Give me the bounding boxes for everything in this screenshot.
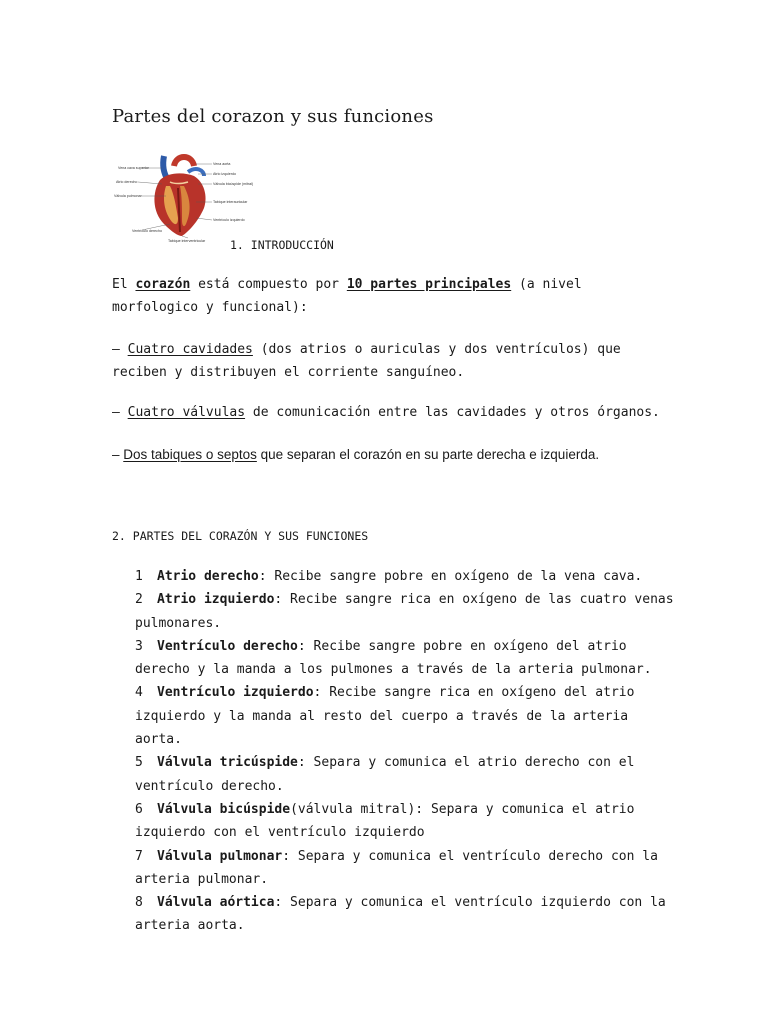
list-item xyxy=(135,891,675,938)
item-number: 1 xyxy=(135,569,143,584)
fig-label-left-4: Ventrículo derecho xyxy=(132,229,162,233)
item-number: 2 xyxy=(135,592,143,608)
text: que separan el corazón en su parte derecha e izquierda. xyxy=(256,447,600,462)
fig-label-right-2: Atrio izquierdo xyxy=(213,172,236,176)
underlined-term-partes: 10 partes principales xyxy=(346,277,512,292)
section-heading: 2. PARTES DEL CORAZÓN Y SUS FUNCIONES xyxy=(112,529,369,543)
intro-paragraph-1 xyxy=(112,273,672,319)
item-description: : Recibe sangre pobre en oxígeno del atrio derecho y la manda a los pulmones a través de la arteria pulmonar. xyxy=(135,638,652,678)
list-item xyxy=(135,565,675,588)
intro-paragraph-4 xyxy=(112,443,672,466)
item-term: Atrio izquierdo xyxy=(157,592,275,608)
item-description: : Recibe sangre rica en oxígeno del atrio izquierdo y la manda al resto del cuerpo a través de la arteria aorta. xyxy=(135,685,635,748)
item-term: Atrio derecho xyxy=(157,569,259,584)
intro-paragraph-2 xyxy=(112,338,672,384)
fig-label-right-5: Ventrículo izquierdo xyxy=(213,218,245,222)
item-term: Ventrículo derecho xyxy=(157,638,298,654)
text: (dos atrios o auriculas y dos ventrículos) que reciben y distribuyen el corriente sanguíneo. xyxy=(112,342,621,380)
item-number: 6 xyxy=(135,801,143,817)
item-number: 4 xyxy=(135,685,143,701)
heart-diagram-image xyxy=(112,152,262,244)
item-term: Válvula tricúspide xyxy=(157,755,298,771)
item-description: : Separa y comunica el atrio derecho con el ventrículo derecho. xyxy=(135,755,635,794)
item-description: : Recibe sangre pobre en oxígeno de la vena cava. xyxy=(258,569,643,584)
dash: – xyxy=(112,405,128,420)
intro-heading: 1. INTRODUCCIÓN xyxy=(230,238,334,252)
fig-label-right-6: Tabique interventricular xyxy=(168,239,206,243)
text: de comunicación entre las cavidades y otros órganos. xyxy=(245,405,660,420)
dash: – xyxy=(112,447,124,462)
list-item xyxy=(135,751,675,798)
item-term: Válvula aórtica xyxy=(157,895,275,911)
text: El xyxy=(112,277,136,292)
text: está compuesto por xyxy=(190,277,347,292)
item-number: 7 xyxy=(135,848,143,864)
list-item xyxy=(135,635,675,682)
fig-label-left-3: Válvula pulmonar xyxy=(114,194,142,198)
underlined-term-tabiques: Dos tabiques o septos xyxy=(123,447,257,462)
fig-label-left-1: Vena cava superior xyxy=(118,166,149,170)
item-description: : Separa y comunica el ventrículo izquierdo con la arteria aorta. xyxy=(135,895,666,934)
item-term: Válvula bicúspide xyxy=(157,801,291,817)
underlined-term-cavidades: Cuatro cavidades xyxy=(127,342,253,357)
item-number: 5 xyxy=(135,755,143,771)
item-description: : Recibe sangre rica en oxígeno de las cuatro venas pulmonares. xyxy=(135,592,674,631)
item-number: 3 xyxy=(135,638,143,654)
list-item xyxy=(135,845,675,892)
list-item xyxy=(135,681,675,751)
item-number: 8 xyxy=(135,895,143,911)
item-term: Válvula pulmonar xyxy=(157,848,283,864)
list-item xyxy=(135,588,675,635)
underlined-term-corazon: corazón xyxy=(135,277,191,292)
list-item xyxy=(135,798,675,845)
dash: – xyxy=(112,342,128,357)
item-description: (válvula mitral): Separa y comunica el atrio izquierdo con el ventrículo izquierdo xyxy=(135,801,635,841)
fig-label-right-1: Vena aorta xyxy=(213,162,231,166)
fig-label-left-2: Atrio derecho xyxy=(116,180,138,184)
text: (a nivel morfologico y funcional): xyxy=(112,277,582,315)
fig-label-right-3: Válvula bicúspide (mitral) xyxy=(213,182,254,186)
item-term: Ventrículo izquierdo xyxy=(157,685,314,701)
underlined-term-valvulas: Cuatro válvulas xyxy=(127,405,246,420)
page-title: Partes del corazon y sus funciones xyxy=(112,106,434,127)
fig-label-right-4: Tabique interauricular xyxy=(213,200,248,204)
intro-paragraph-3 xyxy=(112,401,672,424)
heart-parts-list xyxy=(135,565,675,938)
item-description: : Separa y comunica el ventrículo derecho con la arteria pulmonar. xyxy=(135,848,658,887)
